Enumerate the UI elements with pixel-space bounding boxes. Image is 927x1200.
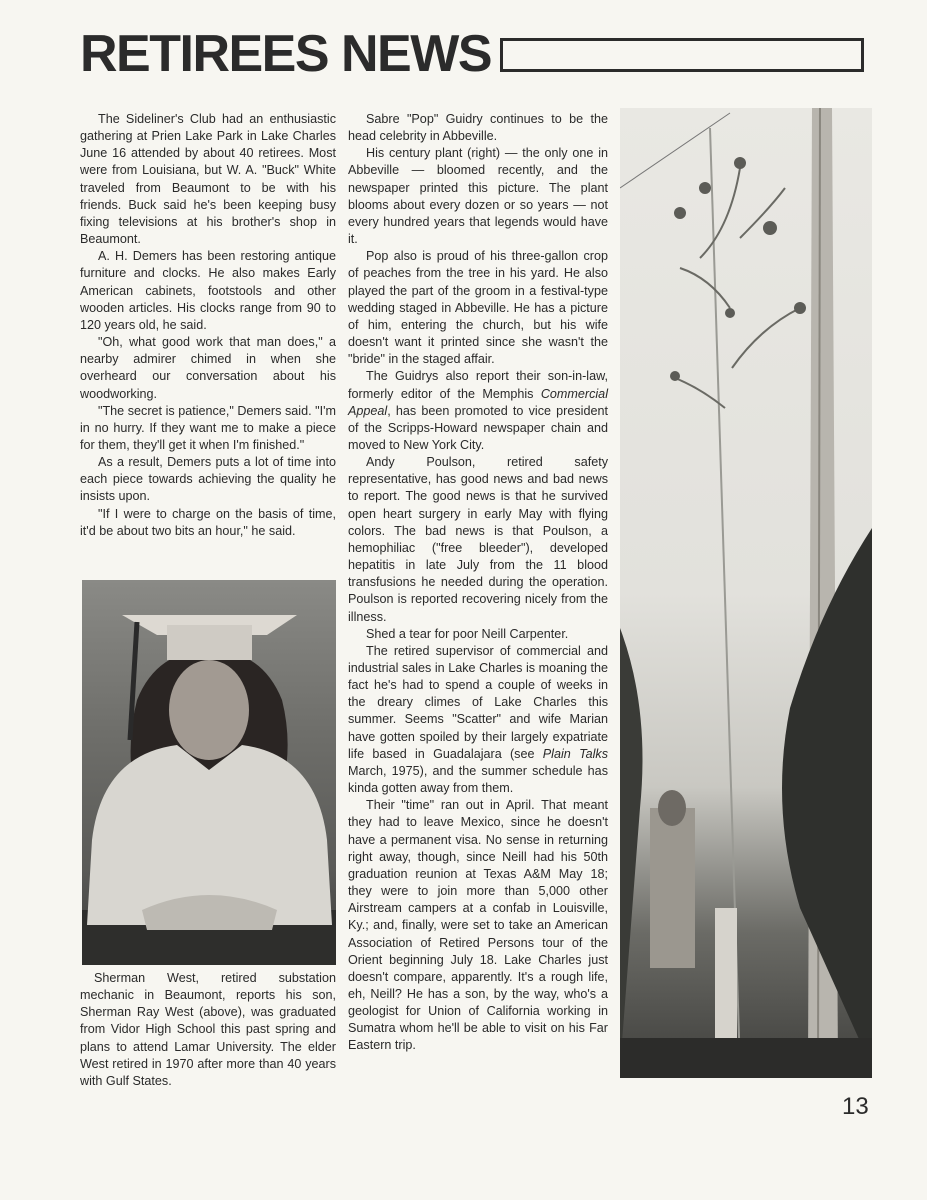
paragraph: A. H. Demers has been restoring antique furniture and clocks. He also makes Early American cabinets, footstools and other wooden articles. His clocks range from 90 to 120 years old, he said. — [80, 249, 336, 332]
paragraph: Their "time" ran out in April. That meant they had to leave Mexico, since he doesn't have a permanent visa. No sense in returning right away, though, since Neill had his 50th graduation reunion at Texas A&M May 18; they were to join more than 5,000 other Airstream campers at a confab in Louisville, Ky.; and, finally, were set to take an American Association of Retired Persons tour of the Orient beginning July 18. Lake Charles just doesn't compare, apparently. It's a rough life, eh, Neill? He has a son, by the way, who's a geologist for Union of California working in Sumatra whom he'll be able to visit on his Far Eastern trip. — [348, 798, 608, 1053]
paragraph: Andy Poulson, retired safety representative, has good news and bad news to report. The good news is that he survived open heart surgery in early May with flying colors. The bad news is that Poulson, a hemophiliac ("free bleeder"), developed hepatitis in late July from the 11 blood transfusions he needed during the operation. Poulson is reported recovering nicely from the illness. — [348, 455, 608, 624]
century-plant-photo — [620, 108, 872, 1078]
graduate-photo — [82, 580, 336, 965]
paragraph: The Sideliner's Club had an enthusiastic gathering at Prien Lake Park in Lake Charles June 16 attended by about 40 retirees. Most were from Louisiana, but W. A. "Buck" White traveled from Beaumont to be with his friends. Buck said he's been keeping busy fixing televisions at his brother's shop in Beaumont. — [80, 112, 336, 247]
page-number: 13 — [842, 1093, 869, 1120]
paragraph: "If I were to charge on the basis of time, it'd be about two bits an hour," he said. — [80, 506, 336, 538]
paragraph — [348, 643, 608, 797]
publication-title: Commercial Appeal — [348, 386, 608, 418]
title-rule-box — [500, 38, 864, 72]
publication-title: Plain Talks — [542, 746, 609, 761]
paragraph — [348, 368, 608, 454]
paragraph: His century plant (right) — the only one in Abbeville — bloomed recently, and the newspaper printed this picture. The plant blooms about every dozen or so years — not every hundred years that legends would have it. — [348, 146, 608, 247]
text: The Guidrys also report their son-in-law, formerly editor of the Memphis — [348, 369, 608, 401]
paragraph: Sabre "Pop" Guidry continues to be the head celebrity in Abbeville. — [348, 112, 608, 144]
text: March, 1975), and the summer schedule has kinda gotten away from them. — [348, 763, 608, 796]
text: The retired supervisor of commercial and industrial sales in Lake Charles is moaning the fact he's had to spend a couple of weeks in the dreary climes of Lake Charles this summer. Seems "Scatter" and wife Marian have gotten spoiled by their largely expatriate life based in Guadalajara (see — [348, 643, 608, 761]
photo-caption — [80, 970, 336, 1090]
paragraph: Shed a tear for poor Neill Carpenter. — [366, 626, 569, 641]
page-title: RETIREES NEWS — [80, 25, 491, 83]
paragraph: "The secret is patience," Demers said. "I'm in no hurry. If they want me to make a piece for them, they'll get it when I'm finished." — [80, 403, 336, 452]
article-column-2 — [348, 111, 608, 1055]
text: , has been promoted to vice president of the Scripps-Howard newspaper chain and moved to New York City. — [348, 403, 608, 452]
paragraph: Pop also is proud of his three-gallon crop of peaches from the tree in his yard. He also played the part of the groom in a festival-type wedding staged in Abbeville. He has a picture of him, entering the church, but his wife doesn't want it printed since she wasn't the "bride" in the staged affair. — [348, 249, 608, 367]
paragraph: As a result, Demers puts a lot of time into each piece towards achieving the quality he insists upon. — [80, 455, 336, 504]
paragraph: "Oh, what good work that man does," a nearby admirer chimed in when she overheard our conversation about his woodworking. — [80, 335, 336, 401]
caption-text: Sherman West, retired substation mechanic in Beaumont, reports his son, Sherman Ray West (above), was graduated from Vidor High School this past spring and plans to attend Lamar University. The elder West retired in 1970 after more than 40 years with Gulf States. — [80, 971, 336, 1088]
article-column-1 — [80, 111, 336, 540]
